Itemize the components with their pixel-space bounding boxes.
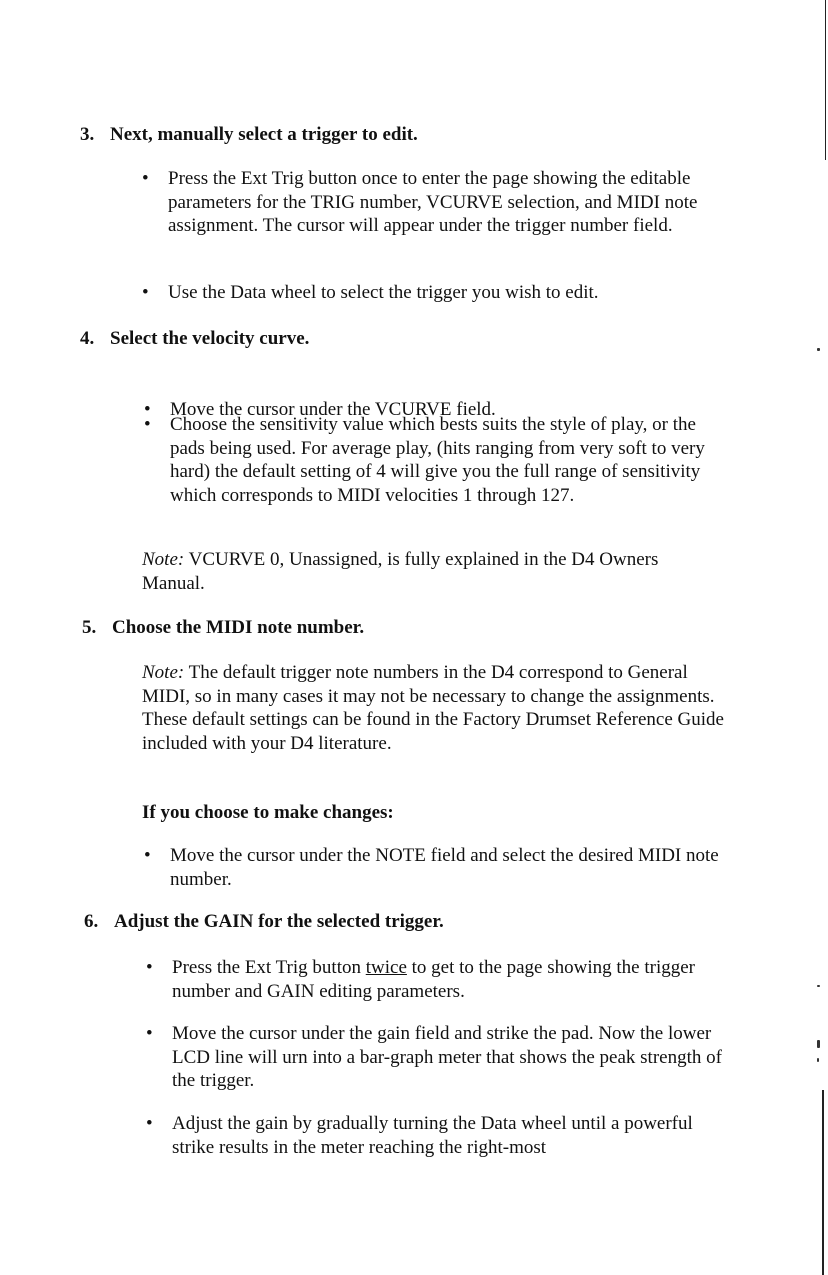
- bullet-text: Press the Ext Trig button once to enter the page showing the editable parameters for the TRIG number, VCURVE selection, and MIDI note assignment. The cursor will appear under the trigger number field.: [168, 168, 698, 236]
- bullet-icon: •: [146, 957, 153, 978]
- bullet-icon: •: [144, 845, 151, 866]
- note-label: Note:: [142, 549, 185, 570]
- step-6-bullet-2: [146, 1022, 732, 1093]
- bullet-text-pre: Press the Ext Trig button: [172, 957, 366, 978]
- step-title: Adjust the GAIN for the selected trigger.: [114, 911, 444, 932]
- scan-speck: [817, 1058, 819, 1062]
- step-5-note: [142, 661, 732, 755]
- step-number: 6.: [84, 911, 99, 932]
- step-title: Select the velocity curve.: [110, 328, 310, 349]
- step-6-bullet-1: [146, 956, 732, 1003]
- step-5-bullet-1: [144, 844, 730, 891]
- bullet-icon: •: [146, 1113, 153, 1134]
- note-text: The default trigger note numbers in the D4 correspond to General MIDI, so in many cases it may not be necessary to change the assignments. These default settings can be found in the Factory Drumset Reference Guide included with your D4 literature.: [142, 662, 724, 754]
- bullet-text: Move the cursor under the VCURVE field.: [170, 399, 496, 420]
- step-6-bullet-3: [146, 1112, 732, 1159]
- bullet-text: Move the cursor under the gain field and strike the pad. Now the lower LCD line will urn into a bar-graph meter that shows the peak strength of the trigger.: [172, 1023, 722, 1091]
- bullet-text: Use the Data wheel to select the trigger you wish to edit.: [168, 282, 599, 303]
- step-3-bullet-2: [142, 281, 728, 305]
- step-number: 4.: [80, 328, 95, 349]
- scan-speck: [817, 985, 820, 987]
- scan-edge-bottom: [822, 1090, 824, 1275]
- step-title: Choose the MIDI note number.: [112, 617, 365, 638]
- changes-heading: If you choose to make changes:: [142, 802, 394, 823]
- scan-edge-top: [825, 0, 826, 160]
- step-3-bullet-1: [142, 167, 728, 238]
- step-5-heading: [82, 616, 364, 640]
- step-title: Next, manually select a trigger to edit.: [110, 124, 418, 145]
- step-3-heading: [80, 123, 418, 147]
- step-number: 5.: [82, 617, 97, 638]
- bullet-icon: •: [144, 414, 151, 435]
- bullet-icon: •: [146, 1023, 153, 1044]
- scan-speck: [817, 348, 820, 351]
- step-6-heading: [84, 910, 444, 934]
- bullet-icon: •: [142, 168, 149, 189]
- note-text: VCURVE 0, Unassigned, is fully explained in the D4 Owners Manual.: [142, 549, 659, 594]
- bullet-icon: •: [144, 399, 151, 420]
- bullet-text: Adjust the gain by gradually turning the Data wheel until a powerful strike results in the meter reaching the right-most: [172, 1113, 693, 1158]
- step-4-heading: [80, 327, 309, 351]
- bullet-text: Choose the sensitivity value which bests suits the style of play, or the pads being used. For average play, (hits ranging from very soft to very hard) the default setting of 4 will give you the full range of sensitivity which corresponds to MIDI velocities 1 through 127.: [170, 414, 705, 506]
- scan-speck: [817, 1040, 820, 1048]
- bullet-text: Move the cursor under the NOTE field and select the desired MIDI note number.: [170, 845, 719, 890]
- step-number: 3.: [80, 124, 95, 145]
- note-label: Note:: [142, 662, 185, 683]
- bullet-icon: •: [142, 282, 149, 303]
- step-4-bullet-2: [144, 413, 730, 507]
- underlined-word: twice: [365, 957, 407, 978]
- step-4-note: [142, 548, 702, 595]
- bullet-text-post: to get to the page showing the trigger number and GAIN editing parameters.: [172, 957, 695, 1002]
